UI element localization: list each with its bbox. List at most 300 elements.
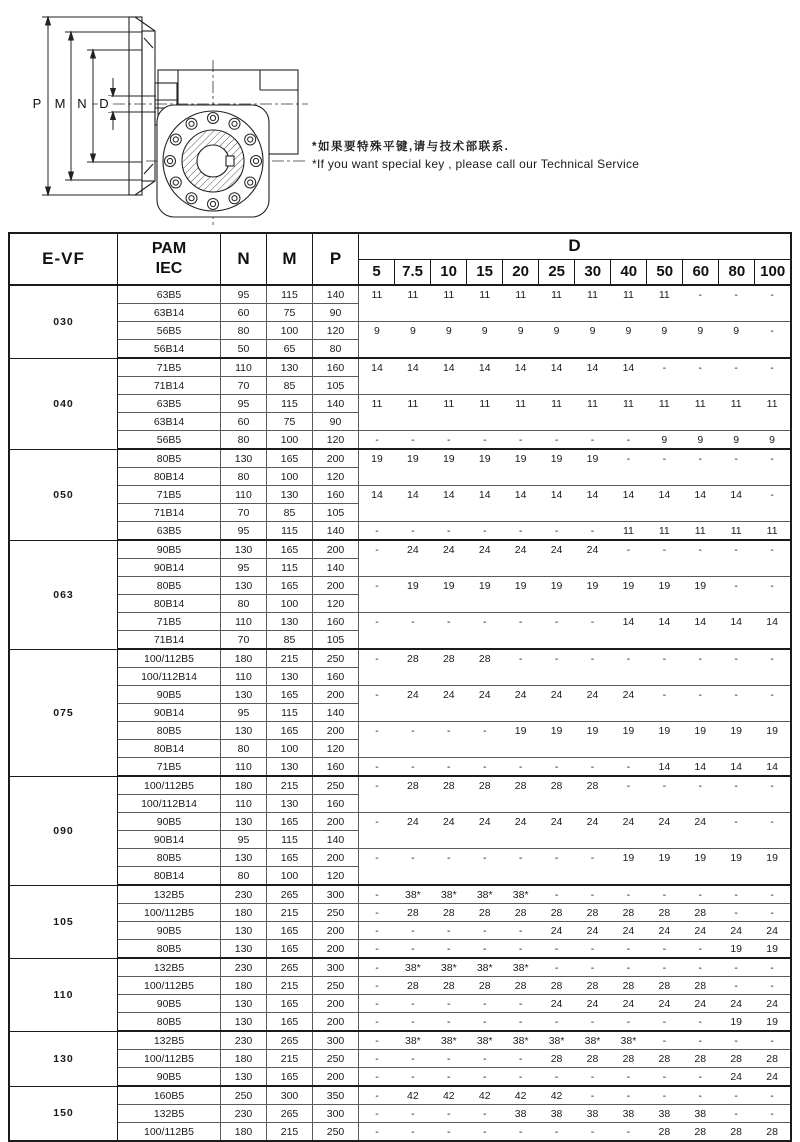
n-value: 80	[221, 431, 267, 450]
d-value: -	[375, 979, 379, 992]
d-values-cell	[359, 1068, 792, 1087]
d-value: -	[698, 942, 702, 955]
d-value: 28	[622, 979, 635, 992]
d-value: 38	[514, 1107, 527, 1120]
p-value: 120	[313, 322, 359, 340]
m-value: 115	[267, 559, 313, 577]
d-value: 38*	[620, 1034, 637, 1047]
m-value: 165	[267, 940, 313, 959]
d-values-cell	[359, 1013, 792, 1032]
d-value: -	[375, 1052, 379, 1065]
dim-label-P: P	[32, 96, 42, 111]
d-value: -	[590, 1089, 595, 1102]
d-value: 42	[514, 1089, 527, 1102]
n-value: 95	[221, 559, 267, 577]
m-value: 165	[267, 540, 313, 559]
d-value: -	[734, 1089, 738, 1102]
p-value: 140	[313, 704, 359, 722]
m-value: 65	[267, 340, 313, 359]
d-value: -	[375, 779, 379, 792]
d-value: 14	[586, 488, 599, 501]
d-value: 28	[442, 979, 455, 992]
n-value: 95	[221, 831, 267, 849]
pam-value: 132B5	[118, 1031, 221, 1050]
d-value: -	[518, 1015, 523, 1028]
pam-value: 90B5	[118, 686, 221, 704]
d-values-cell	[359, 486, 792, 522]
m-value: 165	[267, 1068, 313, 1087]
d-value: -	[482, 1015, 487, 1028]
d-value: 24	[478, 543, 491, 556]
m-value: 115	[267, 704, 313, 722]
n-value: 95	[221, 522, 267, 541]
d-value: 11	[443, 288, 455, 301]
d-value: -	[770, 961, 774, 974]
d-values-cell	[359, 1031, 792, 1050]
d-value: 28	[766, 1052, 778, 1065]
pam-value: 90B5	[118, 540, 221, 559]
d-value: -	[375, 688, 379, 701]
d-value: -	[626, 652, 631, 665]
d-value: 19	[442, 452, 455, 465]
n-value: 95	[221, 704, 267, 722]
n-value: 70	[221, 631, 267, 650]
d-value: 11	[551, 288, 563, 301]
d-value: 19	[730, 942, 743, 955]
d-value: -	[411, 1052, 415, 1065]
pam-value: 63B5	[118, 522, 221, 541]
table-body	[9, 285, 791, 1141]
d-value: 28	[514, 779, 527, 792]
pam-value: 90B14	[118, 704, 221, 722]
d-value: 28	[407, 779, 419, 792]
d-value: 11	[587, 288, 598, 301]
p-value: 300	[313, 1105, 359, 1123]
n-value: 230	[221, 1031, 267, 1050]
pam-value: 160B5	[118, 1086, 221, 1105]
pam-value: 71B5	[118, 613, 221, 631]
d-value: -	[447, 1070, 451, 1083]
n-value: 70	[221, 504, 267, 522]
d-value: -	[734, 688, 738, 701]
d-value: -	[518, 652, 523, 665]
m-value: 300	[267, 1086, 313, 1105]
d-values-cell	[359, 1123, 792, 1142]
m-value: 165	[267, 922, 313, 940]
d-value: 19	[730, 724, 743, 737]
m-value: 165	[267, 813, 313, 831]
table-row	[9, 1031, 791, 1050]
d-value: -	[590, 652, 595, 665]
d-value: -	[375, 906, 379, 919]
d-value: 19	[586, 724, 599, 737]
m-value: 100	[267, 867, 313, 886]
p-value: 200	[313, 849, 359, 867]
d-value: 24	[730, 924, 743, 937]
d-values-cell	[359, 849, 792, 886]
n-value: 130	[221, 922, 267, 940]
d-value: 24	[586, 997, 599, 1010]
d-value: 14	[550, 488, 563, 501]
d-value: -	[662, 652, 667, 665]
table-row	[9, 395, 791, 413]
d-value: -	[626, 1089, 631, 1102]
d-value: -	[375, 1125, 379, 1138]
d-value: -	[482, 724, 487, 737]
d-value: 28	[658, 906, 671, 919]
d-value: 28	[407, 979, 419, 992]
d-value: -	[375, 615, 379, 628]
d-value: 28	[658, 979, 671, 992]
d-value: 38*	[512, 961, 529, 974]
pam-value: 80B14	[118, 867, 221, 886]
p-value: 300	[313, 885, 359, 904]
d-value: -	[554, 888, 559, 901]
p-value: 90	[313, 413, 359, 431]
d-value: -	[518, 1070, 523, 1083]
table-row	[9, 322, 791, 340]
gearbox-dimension-drawing	[8, 4, 310, 230]
table-row	[9, 958, 791, 977]
d-value: 24	[658, 815, 671, 828]
header-d-5: 5	[359, 259, 395, 285]
pam-value: 71B14	[118, 631, 221, 650]
d-value: -	[554, 1015, 559, 1028]
d-value: 19	[766, 851, 778, 864]
n-value: 250	[221, 1086, 267, 1105]
d-value: -	[518, 615, 523, 628]
d-value: -	[375, 1070, 379, 1083]
d-value: -	[447, 433, 451, 446]
d-value: -	[770, 543, 774, 556]
d-value: -	[375, 543, 379, 556]
pam-value: 56B5	[118, 322, 221, 340]
d-value: 24	[622, 815, 635, 828]
d-value: 38*	[584, 1034, 601, 1047]
d-value: 24	[442, 815, 455, 828]
d-value: -	[518, 433, 523, 446]
pam-value: 80B5	[118, 940, 221, 959]
pam-value: 100/112B5	[118, 649, 221, 668]
table-row	[9, 449, 791, 468]
m-value: 100	[267, 431, 313, 450]
d-value: -	[554, 1125, 559, 1138]
d-value: -	[698, 888, 702, 901]
table-row	[9, 577, 791, 595]
n-value: 230	[221, 958, 267, 977]
d-value: 19	[766, 724, 778, 737]
d-value: -	[662, 961, 667, 974]
pam-value: 80B5	[118, 1013, 221, 1032]
d-value: 28	[478, 652, 491, 665]
d-value: -	[375, 942, 379, 955]
d-value: 24	[407, 543, 419, 556]
p-value: 250	[313, 1050, 359, 1068]
d-value: -	[518, 760, 523, 773]
d-values-cell	[359, 649, 792, 686]
output-flange-face	[157, 105, 269, 217]
table-row	[9, 722, 791, 740]
d-value: -	[554, 1070, 559, 1083]
pam-value: 71B5	[118, 358, 221, 377]
pam-value: 71B5	[118, 486, 221, 504]
d-value: 19	[694, 851, 707, 864]
header-d-25: 25	[539, 259, 575, 285]
d-value: -	[482, 524, 487, 537]
m-value: 100	[267, 468, 313, 486]
d-value: 38*	[440, 961, 457, 974]
p-value: 120	[313, 740, 359, 758]
d-values-cell	[359, 540, 792, 577]
d-value: -	[734, 1034, 738, 1047]
pam-value: 132B5	[118, 958, 221, 977]
d-value: 19	[371, 452, 383, 465]
d-value: -	[590, 1070, 595, 1083]
n-value: 130	[221, 940, 267, 959]
d-value: -	[554, 961, 559, 974]
pam-value: 100/112B5	[118, 776, 221, 795]
d-values-cell	[359, 922, 792, 940]
d-value: -	[375, 924, 379, 937]
p-value: 140	[313, 522, 359, 541]
d-value: 24	[586, 924, 599, 937]
m-value: 130	[267, 758, 313, 777]
p-value: 300	[313, 1031, 359, 1050]
d-value: 11	[443, 397, 455, 410]
m-value: 75	[267, 413, 313, 431]
d-value: -	[626, 1015, 631, 1028]
n-value: 130	[221, 686, 267, 704]
table-row	[9, 758, 791, 777]
pam-value: 100/112B5	[118, 904, 221, 922]
m-value: 100	[267, 322, 313, 340]
d-value: 14	[694, 760, 707, 773]
d-value: 14	[622, 488, 635, 501]
d-value: -	[770, 888, 774, 901]
d-value: -	[770, 906, 774, 919]
m-value: 165	[267, 686, 313, 704]
d-value: 38*	[512, 888, 529, 901]
p-value: 160	[313, 486, 359, 504]
m-value: 165	[267, 449, 313, 468]
d-value: -	[554, 942, 559, 955]
n-value: 180	[221, 904, 267, 922]
d-value: 19	[550, 452, 563, 465]
d-value: 28	[442, 779, 455, 792]
d-value: 14	[730, 760, 743, 773]
d-value: 9	[733, 324, 740, 337]
d-value: -	[590, 760, 595, 773]
d-value: -	[770, 652, 774, 665]
m-value: 165	[267, 995, 313, 1013]
d-value: -	[411, 724, 415, 737]
pam-value: 90B5	[118, 995, 221, 1013]
d-value: 24	[766, 924, 778, 937]
table-row	[9, 1105, 791, 1123]
d-value: -	[411, 851, 415, 864]
d-value: -	[447, 1015, 451, 1028]
note-chinese: *如果要特殊平键,请与技术部联系.	[312, 141, 510, 153]
d-value: -	[447, 851, 451, 864]
d-value: 11	[622, 524, 634, 537]
d-value: 38*	[548, 1034, 565, 1047]
n-value: 180	[221, 649, 267, 668]
m-value: 115	[267, 285, 313, 304]
d-value: -	[734, 906, 738, 919]
d-value: 9	[769, 433, 776, 446]
d-value: 14	[766, 760, 778, 773]
n-value: 180	[221, 776, 267, 795]
d-value: 19	[407, 579, 419, 592]
d-value: -	[698, 1015, 702, 1028]
n-value: 70	[221, 377, 267, 395]
d-value: 9	[661, 433, 668, 446]
d-value: 28	[694, 979, 707, 992]
d-value: -	[626, 961, 631, 974]
p-value: 120	[313, 595, 359, 613]
d-value: -	[770, 979, 774, 992]
d-value: -	[770, 815, 774, 828]
d-value: 38	[586, 1107, 599, 1120]
d-value: 24	[442, 688, 455, 701]
table-row	[9, 995, 791, 1013]
d-value: 28	[550, 779, 563, 792]
d-value: 19	[550, 579, 563, 592]
d-value: -	[590, 961, 595, 974]
note-english: *If you want special key , please call our Technical Service	[312, 157, 640, 171]
m-value: 85	[267, 377, 313, 395]
d-value: -	[626, 1125, 631, 1138]
d-value: -	[590, 615, 595, 628]
d-value: 28	[550, 979, 563, 992]
pam-value: 90B5	[118, 922, 221, 940]
d-value: -	[482, 1107, 487, 1120]
d-value: -	[626, 433, 631, 446]
d-value: -	[734, 1107, 738, 1120]
m-value: 75	[267, 304, 313, 322]
pam-value: 100/112B5	[118, 1123, 221, 1142]
d-value: 28	[586, 1052, 599, 1065]
d-value: 24	[550, 543, 563, 556]
d-value: -	[770, 361, 774, 374]
d-value: -	[698, 1034, 702, 1047]
d-values-cell	[359, 977, 792, 995]
d-value: -	[554, 433, 559, 446]
d-value: 38*	[405, 888, 421, 901]
d-value: -	[411, 1015, 415, 1028]
d-values-cell	[359, 1105, 792, 1123]
n-value: 95	[221, 285, 267, 304]
d-values-cell	[359, 431, 792, 450]
header-m: M	[267, 233, 313, 285]
d-value: 38	[694, 1107, 707, 1120]
d-value: -	[590, 1015, 595, 1028]
n-value: 180	[221, 977, 267, 995]
d-value: -	[411, 524, 415, 537]
table-row	[9, 977, 791, 995]
table-row	[9, 813, 791, 831]
d-values-cell	[359, 358, 792, 395]
m-value: 215	[267, 649, 313, 668]
p-value: 90	[313, 304, 359, 322]
d-value: 19	[514, 452, 527, 465]
d-value: -	[518, 997, 523, 1010]
d-value: 19	[622, 851, 635, 864]
d-value: 11	[515, 397, 527, 410]
header-evf: E-VF	[9, 233, 118, 285]
d-value: 42	[550, 1089, 563, 1102]
n-value: 80	[221, 322, 267, 340]
d-value: 14	[371, 488, 383, 501]
d-value: -	[770, 488, 774, 501]
p-value: 120	[313, 867, 359, 886]
d-value: 14	[622, 361, 635, 374]
d-value: 28	[658, 1052, 671, 1065]
d-value: -	[375, 1107, 379, 1120]
d-value: -	[375, 851, 379, 864]
d-value: -	[770, 1034, 774, 1047]
n-value: 130	[221, 995, 267, 1013]
n-value: 80	[221, 468, 267, 486]
p-value: 250	[313, 649, 359, 668]
d-value: 24	[586, 815, 599, 828]
d-value: 9	[697, 433, 704, 446]
header-d-30: 30	[575, 259, 611, 285]
pam-value: 100/112B14	[118, 668, 221, 686]
m-value: 265	[267, 1105, 313, 1123]
pam-value: 132B5	[118, 885, 221, 904]
d-value: 24	[694, 997, 707, 1010]
d-value: 28	[478, 979, 491, 992]
d-value: -	[662, 1070, 667, 1083]
p-value: 250	[313, 1123, 359, 1142]
p-value: 200	[313, 722, 359, 740]
d-value: -	[375, 1034, 379, 1047]
d-value: 14	[407, 361, 419, 374]
d-value: 14	[658, 615, 671, 628]
pam-value: 132B5	[118, 1105, 221, 1123]
d-value: -	[770, 779, 774, 792]
m-value: 265	[267, 885, 313, 904]
d-value: 24	[407, 688, 419, 701]
d-value: -	[482, 924, 487, 937]
d-value: -	[554, 615, 559, 628]
d-value: 11	[694, 524, 706, 537]
p-value: 200	[313, 940, 359, 959]
d-value: -	[698, 1089, 702, 1102]
d-value: -	[698, 288, 702, 301]
d-value: -	[626, 543, 631, 556]
d-value: 28	[514, 906, 527, 919]
d-value: 24	[730, 997, 743, 1010]
d-value: -	[662, 1034, 667, 1047]
d-value: 28	[550, 906, 563, 919]
d-value: -	[662, 888, 667, 901]
n-value: 130	[221, 540, 267, 559]
p-value: 200	[313, 922, 359, 940]
d-value: -	[554, 652, 559, 665]
n-value: 110	[221, 613, 267, 631]
d-value: -	[770, 1107, 774, 1120]
d-value: 11	[658, 524, 670, 537]
d-value: 19	[730, 851, 743, 864]
m-value: 165	[267, 722, 313, 740]
d-value: 19	[766, 1015, 778, 1028]
d-value: 24	[550, 924, 563, 937]
p-value: 160	[313, 795, 359, 813]
d-values-cell	[359, 904, 792, 922]
p-value: 140	[313, 395, 359, 413]
